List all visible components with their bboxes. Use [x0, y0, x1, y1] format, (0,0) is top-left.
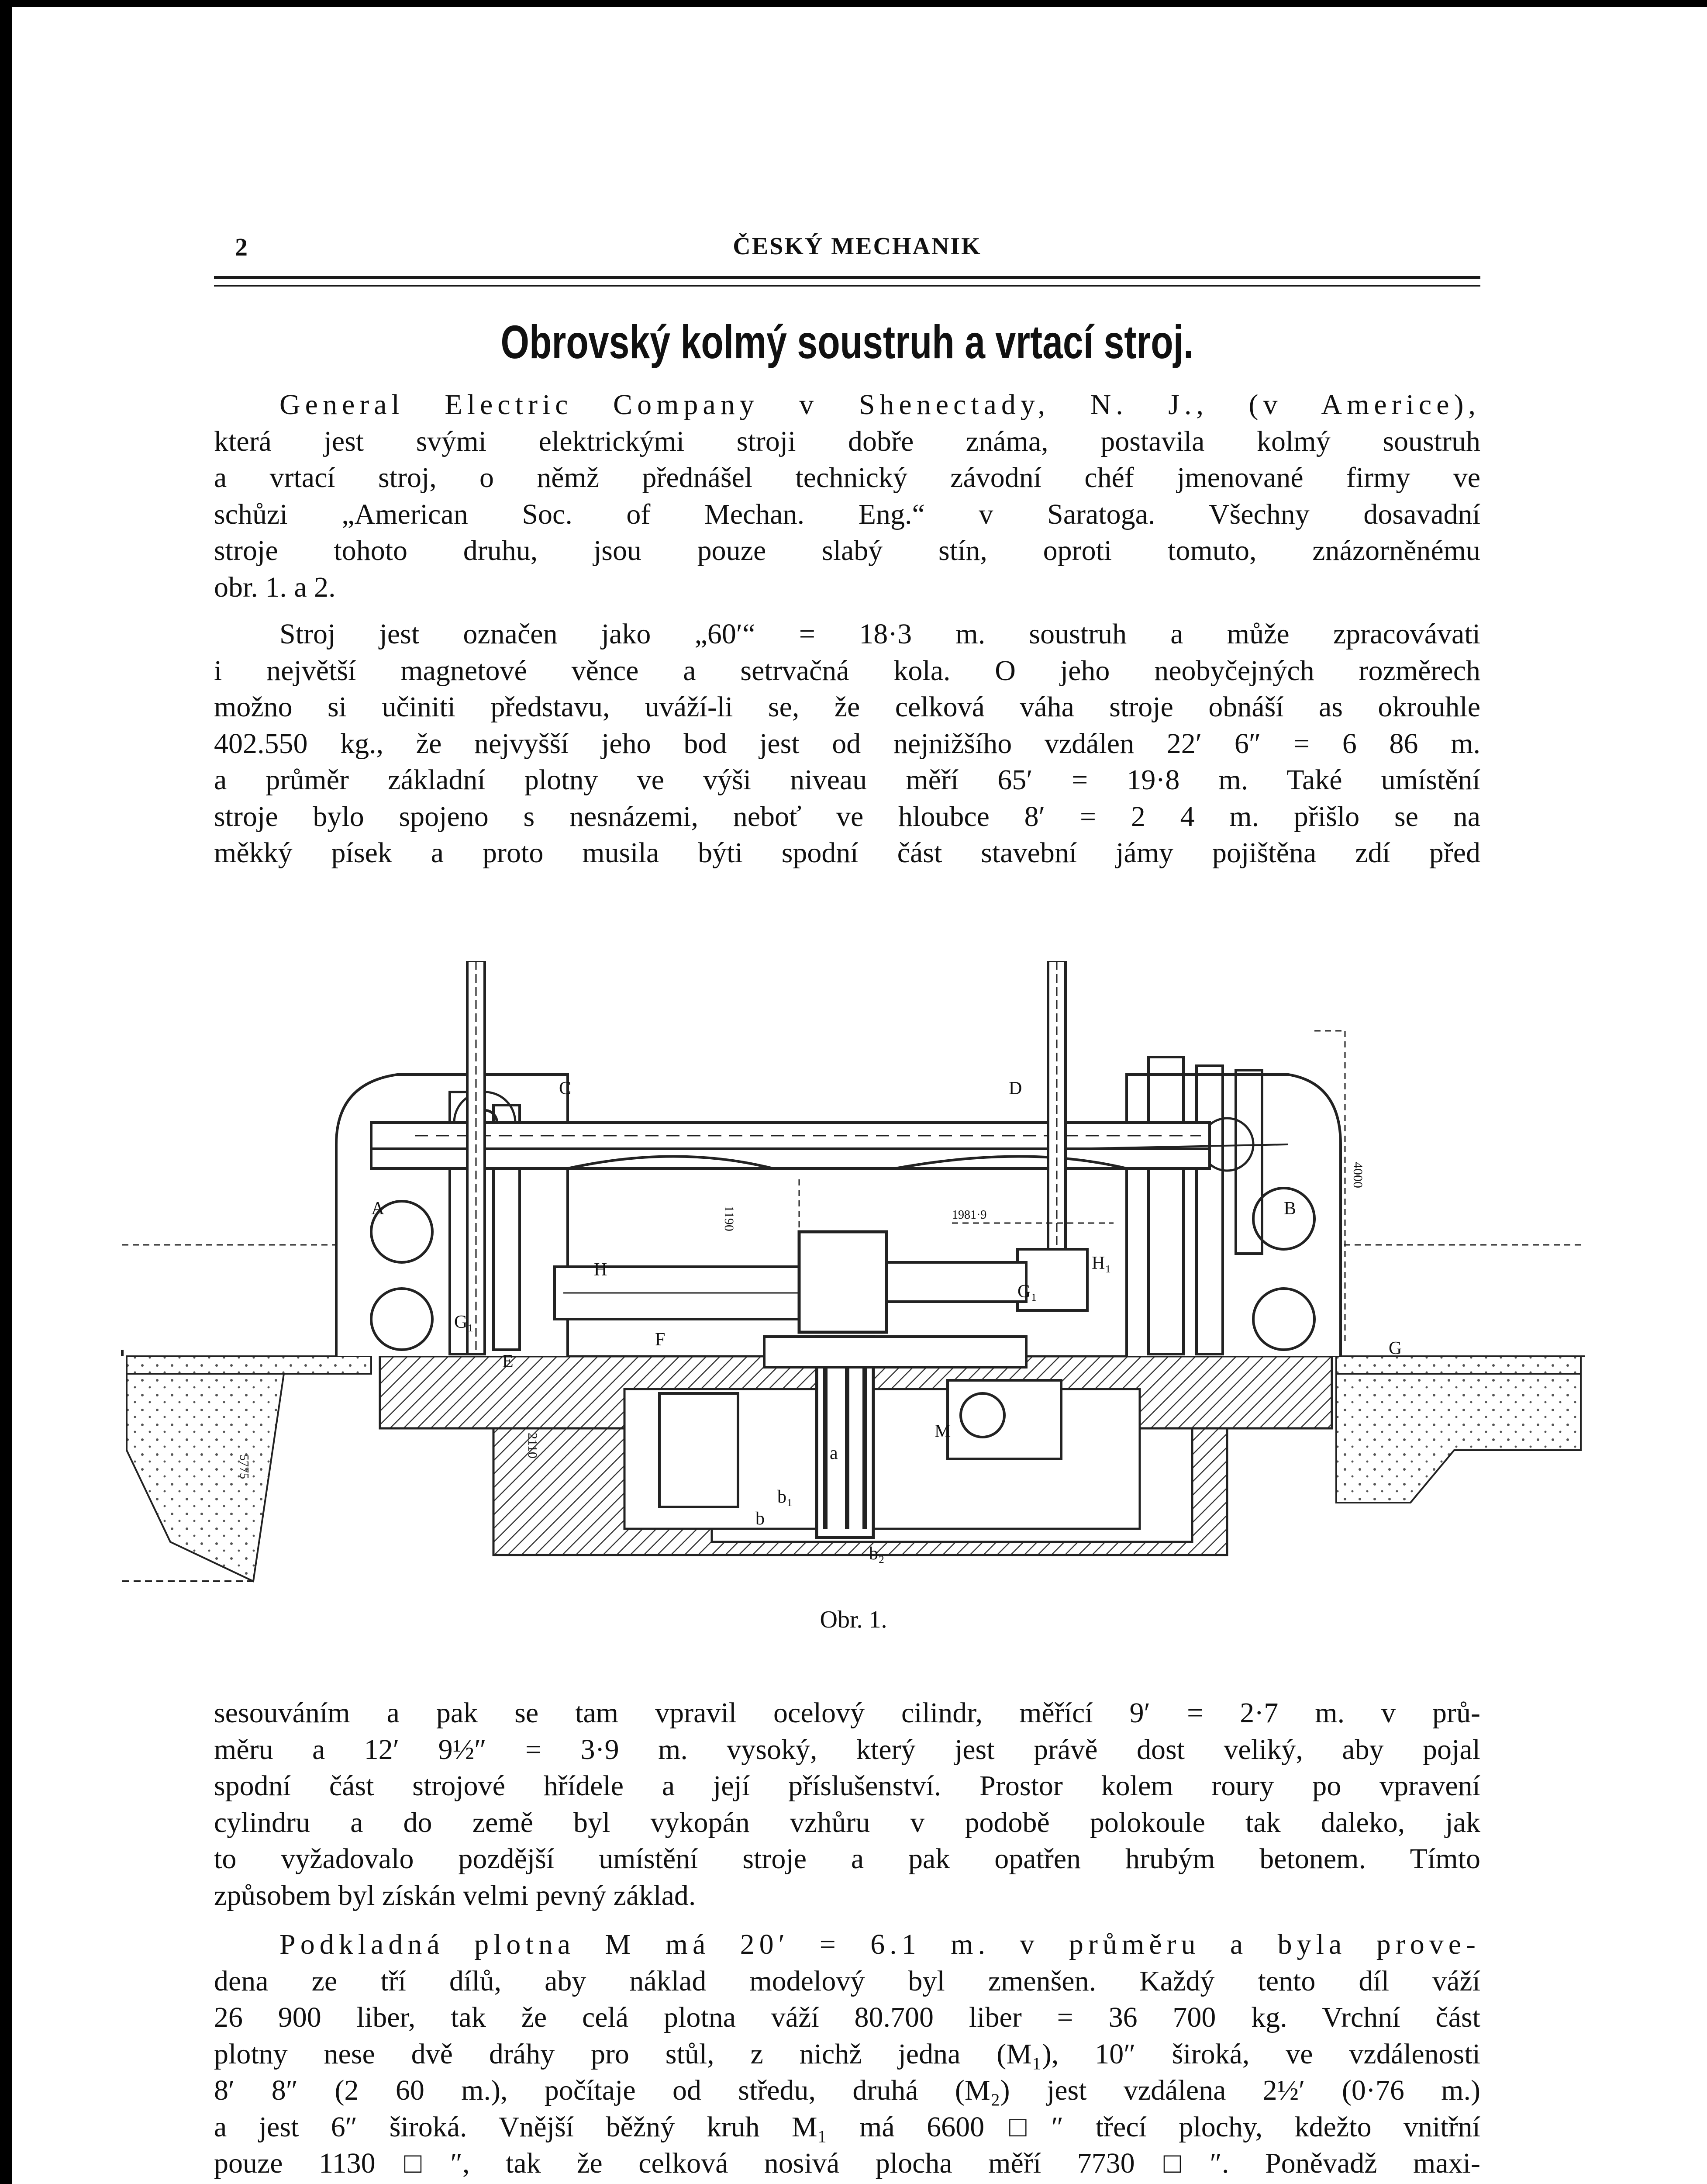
dimension-4000: 4000 [1351, 1162, 1365, 1188]
label-c: C [559, 1078, 572, 1099]
text-line: 26 900 liber, tak že celá plotna váží 80.700 liber = 36 700 kg. Vrchní část [214, 2001, 1480, 2033]
text-line: stroje bylo spojeno s nesnázemi, neboť ve hloubce 8′ = 2 4 m. přišlo se na [214, 800, 1480, 833]
text-line: Podkladná plotna M má 20′ = 6.1 m. v průměru a byla prove- [279, 1928, 1480, 1960]
running-head [235, 224, 1479, 266]
text-line: měkký písek a proto musila býti spodní část stavební jámy pojištěna zdí před [214, 837, 1480, 869]
text-line: schůzi „American Soc. of Mechan. Eng.“ v Saratoga. Všechny dosavadní [214, 498, 1480, 530]
text-line: a průměr základní plotny ve výši niveau měří 65′ = 19·8 m. Také umístění [214, 764, 1480, 796]
housing-b [1127, 1057, 1341, 1356]
text-line: sesouváním a pak se tam vpravil ocelový cilindr, měřící 9′ = 2·7 m. v prů- [214, 1697, 1480, 1729]
article-title: Obrovský kolmý soustruh a vrtací stroj. [500, 315, 1194, 368]
text-line: dena ze tří dílů, aby náklad modelový byl zmenšen. Každý tento díl váží [214, 1965, 1480, 1997]
label-f: F [655, 1330, 666, 1350]
text-line: pouze 1130□″, tak že celková nosivá plocha měří 7730□″. Poněvadž maxi- [214, 2147, 1480, 2179]
paragraph-3 [214, 1695, 1480, 1914]
label-h: H [594, 1260, 607, 1280]
dimension-5775: 5775 [237, 1455, 251, 1479]
dimension-1981: 1981·9 [952, 1208, 987, 1222]
text-line: která jest svými elektrickými stroji dobře známa, postavila kolmý soustruh [214, 425, 1480, 457]
label-a-small: a [830, 1443, 838, 1463]
text-line: cylindru a do země byl vykopán vzhůru v podobě polokoule tak daleko, jak [214, 1806, 1480, 1838]
text-line: Stroj jest označen jako „60′“ = 18·3 m. soustruh a může zpracovávati [279, 618, 1480, 650]
header-rule-thin [214, 285, 1480, 287]
text-line: měru a 12′ 9½″ = 3·9 m. vysoký, který jest právě dost veliký, aby pojal [214, 1733, 1480, 1766]
text-line: a jest 6″ široká. Vnější běžný kruh M₁ má 6600□″ třecí plochy, kdežto vnitřní [214, 2111, 1480, 2143]
text-line: obr. 1. a 2. [214, 571, 336, 603]
label-g1-right: G₁ [1017, 1282, 1037, 1302]
text-line: General Electric Company v Shenectady, N. J., (v Americe), [279, 389, 1480, 421]
text-line: spodní část strojové hřídele a její příslušenství. Prostor kolem roury po vpravení [214, 1770, 1480, 1802]
cross-rail [371, 1123, 1210, 1168]
text-line: i největší magnetové věnce a setrvačná kola. O jeho neobyčejných rozměrech [214, 654, 1480, 687]
label-e: E [502, 1351, 514, 1372]
text-line [214, 2182, 1480, 2184]
paragraph-2 [214, 616, 1480, 871]
label-d: D [1009, 1078, 1022, 1099]
figure-machine-drawing [109, 961, 1585, 1599]
label-b: B [1284, 1199, 1297, 1219]
label-b-small: b [755, 1509, 765, 1529]
label-b2: b₂ [869, 1544, 885, 1564]
text-line: možno si učiniti představu, uváží-li se, že celková váha stroje obnáší as okrouhle [214, 691, 1480, 723]
text-line: to vyžadovalo pozdější umístění stroje a pak opatřen hrubým betonem. Tímto [214, 1843, 1480, 1875]
page-number: 2 [235, 233, 248, 261]
paragraph-4 [214, 1926, 1480, 2184]
text-line: a vrtací stroj, o němž přednášel technický závodní chéf jmenované firmy ve [214, 462, 1480, 494]
machine-cross-section [109, 961, 1585, 1599]
text-line: 8′ 8″ (2 60 m.), počítaje od středu, druhá (M₂) jest vzdálena 2½′ (0·76 m.) [214, 2074, 1480, 2106]
text-line: způsobem byl získán velmi pevný základ. [214, 1879, 696, 1911]
text-line: plotny nese dvě dráhy pro stůl, z nichž jedna (M₁), 10″ široká, ve vzdálenosti [214, 2038, 1480, 2070]
label-g1-left: G₁ [454, 1312, 474, 1332]
right-foundation [1306, 1356, 1585, 1503]
label-a: A [371, 1199, 385, 1219]
figure-caption: Obr. 1. [820, 1606, 887, 1633]
dimension-1190: 1190 [722, 1206, 736, 1231]
text-line: stroje tohoto druhu, jsou pouze slabý stín, oproti tomuto, znázorněnému [214, 535, 1480, 567]
dimension-2110: 2110 [525, 1433, 540, 1458]
text-line: 402.550 kg., že nejvyšší jeho bod jest od nejnižšího vzdálen 22′ 6″ = 6 86 m. [214, 727, 1480, 760]
scan-border-top [0, 0, 1707, 7]
label-m: M [935, 1421, 951, 1441]
label-b1: b₁ [777, 1487, 793, 1507]
paragraph-1 [214, 387, 1480, 605]
header-rule-thick [214, 276, 1480, 279]
scan-border-left [0, 0, 12, 2184]
label-h1: H₁ [1092, 1253, 1111, 1273]
label-g: G [1389, 1338, 1402, 1358]
journal-name: ČESKÝ MECHANIK [733, 233, 982, 260]
